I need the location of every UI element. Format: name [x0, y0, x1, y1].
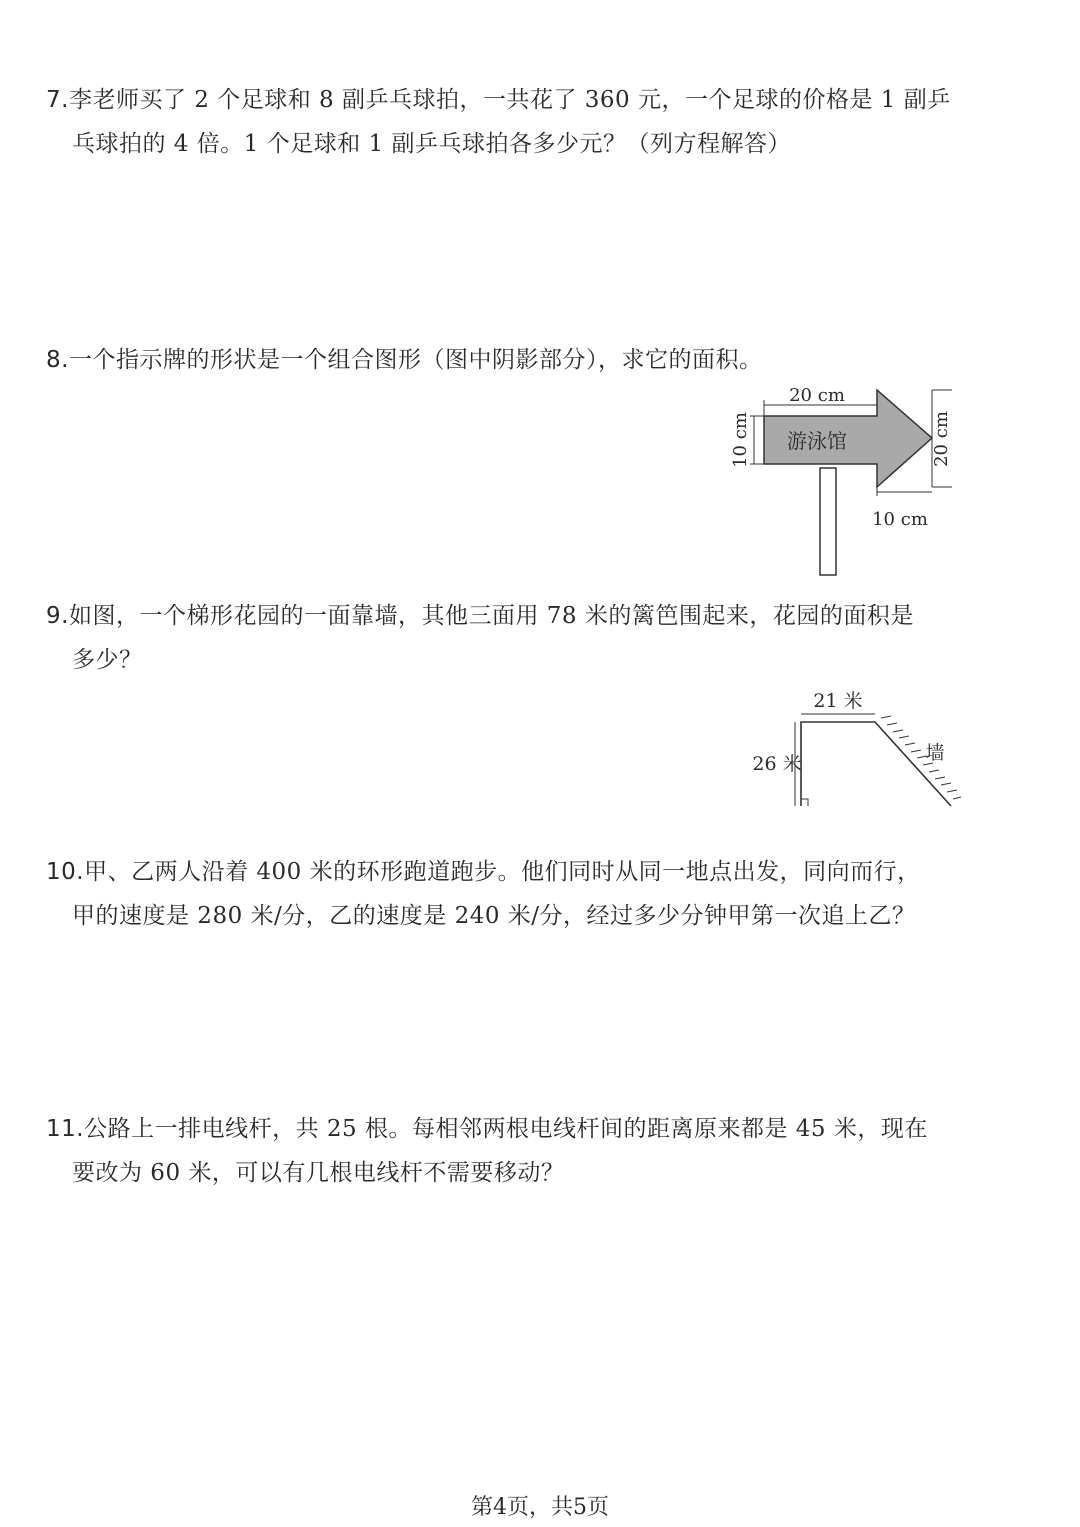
height-label: 26 米	[752, 753, 802, 775]
question-number: 8.	[46, 347, 69, 373]
question-text-line-2: 多少？	[72, 647, 143, 673]
wall-label: 墙	[925, 742, 945, 764]
page-footer: 第4页，共5页	[471, 1495, 609, 1520]
trapezoid-figure	[745, 682, 965, 822]
question-text-line-1: 甲、乙两人沿着 400 米的环形跑道跑步。他们同时从同一地点出发，同向而行，	[84, 859, 921, 885]
question-number: 10.	[46, 859, 85, 885]
question-text-line-1: 如图，一个梯形花园的一面靠墙，其他三面用 78 米的篱笆围起来，花园的面积是	[68, 603, 914, 629]
sign-figure	[720, 380, 970, 580]
question-10	[46, 850, 921, 938]
question-text-line-1: 一个指示牌的形状是一个组合图形（图中阴影部分），求它的面积。	[68, 347, 763, 373]
question-11	[46, 1107, 928, 1195]
question-number: 9.	[46, 603, 69, 629]
sign-text: 游泳馆	[787, 429, 847, 453]
question-8	[46, 338, 762, 382]
question-text-line-2: 乓球拍的 4 倍。1 个足球和 1 副乒乓球拍各多少元？（列方程解答）	[72, 131, 791, 157]
top-length-label: 20 cm	[789, 385, 845, 406]
question-7	[46, 78, 951, 166]
left-height-label: 10 cm	[730, 412, 751, 468]
question-text-line-2: 要改为 60 米，可以有几根电线杆不需要移动？	[72, 1160, 565, 1186]
bottom-length-label: 10 cm	[872, 509, 928, 530]
wall-hatching	[881, 716, 961, 799]
question-text-line-1: 李老师买了 2 个足球和 8 副乒乓球拍，一共花了 360 元，一个足球的价格是 1 副乒	[68, 87, 951, 113]
question-text-line-1: 公路上一排电线杆，共 25 根。每相邻两根电线杆间的距离原来都是 45 米，现在	[84, 1116, 928, 1142]
question-number: 7.	[46, 87, 69, 113]
sign-post	[820, 468, 836, 575]
question-text-line-2: 甲的速度是 280 米/分，乙的速度是 240 米/分，经过多少分钟甲第一次追上乙？	[72, 903, 916, 929]
question-number: 11.	[46, 1116, 85, 1142]
top-length-label: 21 米	[813, 690, 863, 712]
right-height-label: 20 cm	[931, 411, 952, 467]
question-9	[46, 594, 914, 682]
